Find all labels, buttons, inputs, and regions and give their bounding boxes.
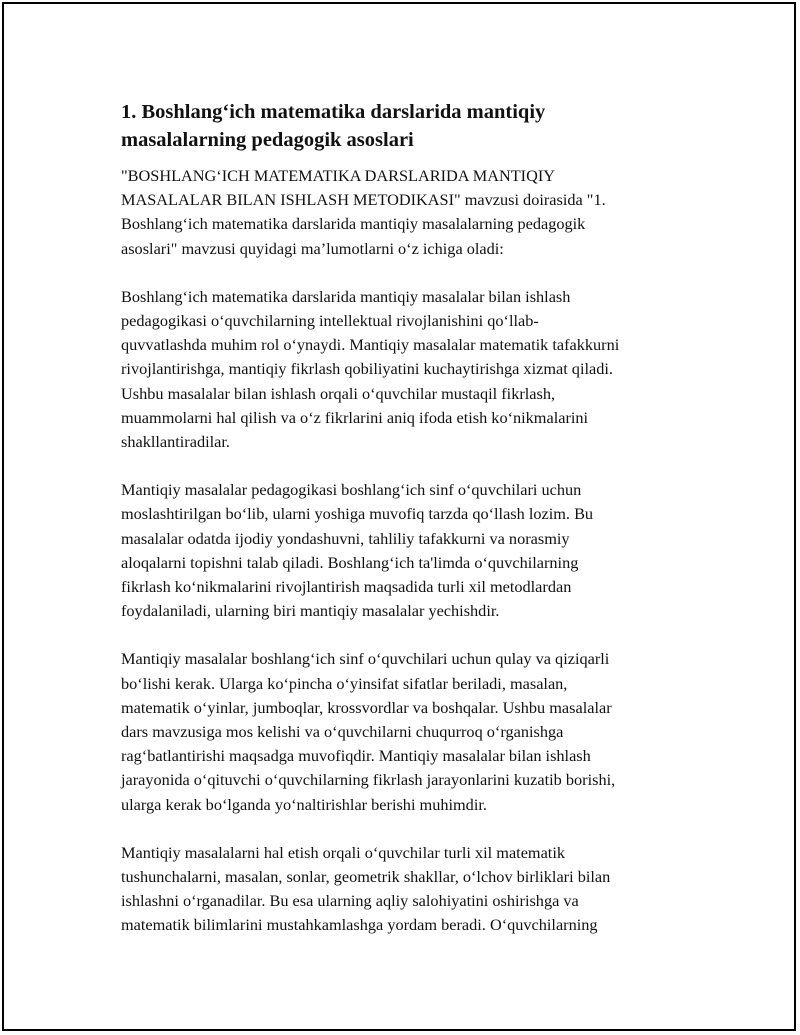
text-line: dars mavzusiga mos kelishi va o‘quvchilarni chuqurroq o‘rganishga [121, 722, 564, 742]
text-line: aloqalarni topishni talab qiladi. Boshlang‘ich ta'limda o‘quvchilarning [121, 552, 579, 572]
text-line: muammolarni hal qilish va o‘z fikrlarini aniq ifoda etish ko‘nikmalarini [121, 407, 589, 427]
heading-line: masalalarning pedagogik asoslari [121, 129, 414, 151]
text-line: Boshlang‘ich matematika darslarida mantiqiy masalalar bilan ishlash [121, 286, 571, 306]
heading-line: 1. Boshlang‘ich matematika darslarida mantiqiy [121, 101, 546, 123]
text-line: quvvatlashda muhim rol o‘ynaydi. Mantiqiy masalalar matematik tafakkurni [121, 335, 620, 355]
text-line: Mantiqiy masalalar boshlang‘ich sinf o‘quvchilari uchun qulay va qiziqarli [121, 649, 610, 669]
page-frame [2, 2, 796, 1031]
text-line: asoslari" mavzusi quyidagi ma’lumotlarni o‘z ichiga oladi: [121, 238, 504, 258]
text-line: ishlashni o‘rganadilar. Bu esa ularning aqliy salohiyatini oshirishga va [121, 891, 579, 911]
text-line: fikrlash ko‘nikmalarini rivojlantirish maqsadida turli xil metodlardan [121, 577, 572, 597]
text-line: masalalar odatda ijodiy yondashuvni, tahliliy tafakkurni va norasmiy [121, 528, 570, 548]
text-line: Boshlang‘ich matematika darslarida mantiqiy masalalarning pedagogik [121, 214, 586, 234]
text-line: foydalaniladi, ularning biri mantiqiy masalalar yechishdir. [121, 601, 500, 621]
text-line: rag‘batlantirishi maqsadga muvofiqdir. Mantiqiy masalalar bilan ishlash [121, 746, 591, 766]
text-line: pedagogikasi o‘quvchilarning intellektual rivojlanishini qo‘llab- [121, 311, 539, 331]
text-line: bo‘lishi kerak. Ularga ko‘pincha o‘yinsifat sifatlar beriladi, masalan, [121, 673, 568, 693]
text-line: matematik bilimlarini mustahkamlashga yordam beradi. O‘quvchilarning [121, 915, 598, 935]
paragraph-2 [121, 285, 701, 454]
text-line: rivojlantirishga, mantiqiy fikrlash qobiliyatini kuchaytirishga xizmat qiladi. [121, 359, 613, 379]
text-line: jarayonida o‘qituvchi o‘quvchilarning fikrlash jarayonlarini kuzatib borishi, [121, 770, 616, 790]
text-line: Mantiqiy masalalar pedagogikasi boshlang‘ich sinf o‘quvchilari uchun [121, 480, 582, 500]
paragraph-4 [121, 647, 701, 816]
text-line: Ushbu masalalar bilan ishlash orqali o‘quvchilar mustaqil fikrlash, [121, 383, 556, 403]
text-line: ularga kerak bo‘lganda yo‘naltirishlar berishi muhimdir. [121, 794, 487, 814]
text-line: Mantiqiy masalalarni hal etish orqali o‘quvchilar turli xil matematik [121, 842, 565, 862]
text-line: "BOSHLANG‘ICH MATEMATIKA DARSLARIDA MANTIQIY [121, 166, 556, 185]
text-line: MASALALAR BILAN ISHLASH METODIKASI" mavzusi doirasida "1. [121, 190, 606, 210]
text-line: moslashtirilgan bo‘lib, ularni yoshiga muvofiq tarzda qo‘llash lozim. Bu [121, 504, 594, 524]
paragraph-intro [121, 164, 701, 261]
text-line: matematik o‘yinlar, jumboqlar, krossvordlar va boshqalar. Ushbu masalalar [121, 697, 612, 717]
document-body [121, 98, 701, 938]
document-heading [121, 98, 701, 154]
paragraph-3 [121, 478, 701, 623]
paragraph-5 [121, 841, 701, 938]
text-line: shakllantiradilar. [121, 432, 230, 452]
text-line: tushunchalarni, masalan, sonlar, geometrik shakllar, o‘lchov birliklari bilan [121, 867, 611, 887]
